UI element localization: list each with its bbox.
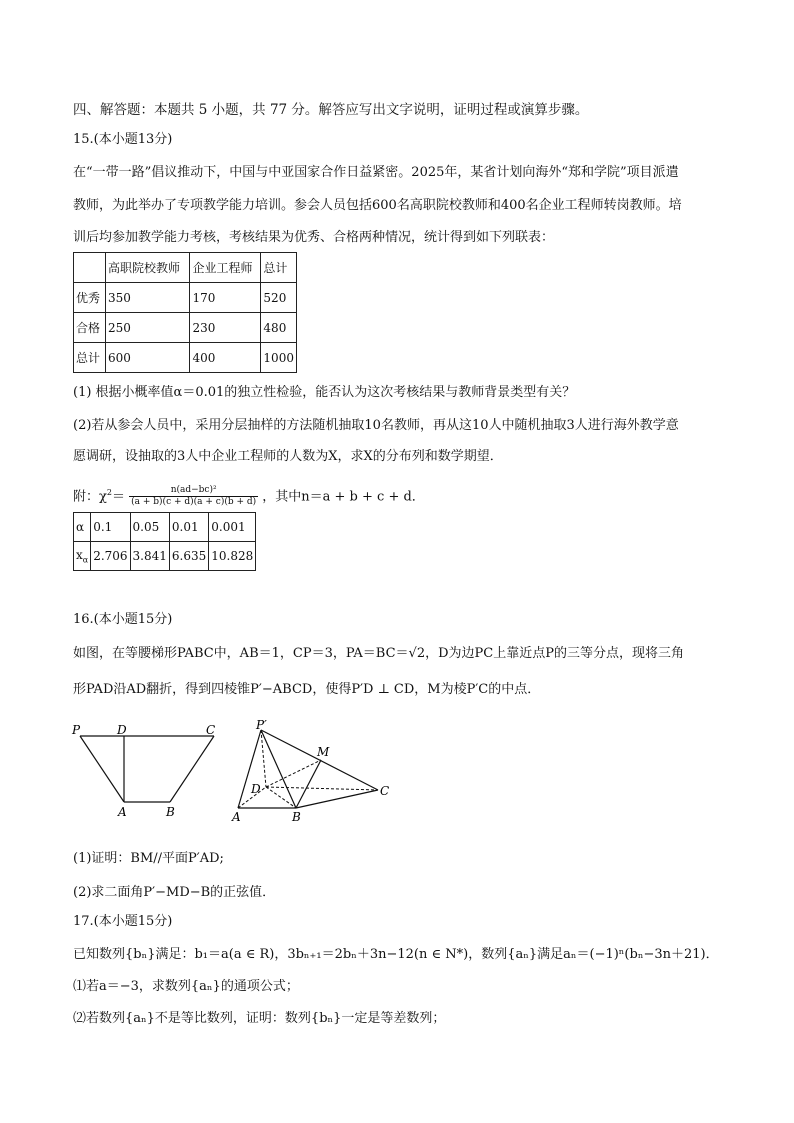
q17-part2: ⑵若数列{aₙ}不是等比数列，证明：数列{bₙ}一定是等差数列； [73, 1011, 446, 1026]
table-header: 高职院校教师 [105, 253, 189, 283]
q16-line1: 如图，在等腰梯形PABC中，AB＝1，CP＝3，PA＝BC＝√2，D为边PC上靠近点P的三等分点，现将三角 [73, 646, 684, 661]
label-D: D [251, 782, 261, 796]
label-A: A [118, 805, 127, 819]
q17-title: 17.(本小题15分) [73, 914, 173, 929]
contingency-table [73, 252, 297, 373]
table-row [74, 542, 256, 571]
table-header: 企业工程师 [190, 253, 261, 283]
q17-part1: ⑴若a＝−3，求数列{aₙ}的通项公式； [73, 979, 299, 994]
table-row [74, 283, 297, 313]
table-cell: 1000 [261, 343, 297, 373]
label-C: C [206, 723, 216, 737]
table-cell [74, 253, 106, 283]
q15-part2-line1: (2)若从参会人员中，采用分层抽样的方法随机抽取10名教师，再从这10人中随机抽取3人进行海外教学意 [73, 418, 679, 433]
q15-intro-line3: 训后均参加教学能力考核，考核结果为优秀、合格两种情况，统计得到如下列联表： [73, 230, 555, 245]
label-P: P [72, 723, 81, 737]
appendix-sup: 2 [106, 488, 112, 497]
table-cell: 总计 [74, 343, 106, 373]
table-row [74, 513, 256, 542]
label-D: D [117, 723, 127, 737]
table-row [74, 343, 297, 373]
label-P-prime: P′ [256, 718, 267, 732]
q15-part1: (1) 根据小概率值α＝0.01的独立性检验，能否认为这次考核结果与教师背景类型有关？ [73, 385, 576, 400]
label-B: B [166, 805, 175, 819]
table-cell: 10.828 [209, 542, 256, 571]
table-cell: 250 [105, 313, 189, 343]
label-A: A [232, 810, 241, 824]
pyramid-figure [226, 715, 406, 825]
label-M: M [317, 745, 330, 759]
table-cell: α [74, 513, 91, 542]
table-cell: 0.01 [169, 513, 208, 542]
x-alpha-sub: α [82, 555, 89, 565]
table-cell: 170 [190, 283, 261, 313]
table-cell: 350 [105, 283, 189, 313]
appendix-prefix: 附：χ [73, 489, 107, 505]
q15-title: 15.(本小题13分) [73, 132, 173, 147]
q15-appendix [73, 482, 733, 508]
table-cell: 6.635 [169, 542, 208, 571]
table-cell [74, 542, 91, 571]
q15-part2-line2: 愿调研，设抽取的3人中企业工程师的人数为X，求X的分布列和数学期望． [73, 449, 503, 464]
label-B: B [292, 810, 301, 824]
table-cell: 520 [261, 283, 297, 313]
q15-intro-line1: 在“一带一路”倡议推动下，中国与中亚国家合作日益紧密。2025年，某省计划向海外“郑和学院”项目派遣 [73, 165, 679, 180]
chi-square-fraction [129, 485, 258, 508]
q16-line2: 形PAD沿AD翻折，得到四棱锥P′−ABCD，使得P′D ⊥ CD，M为棱P′C的中点． [73, 682, 541, 697]
table-cell: 230 [190, 313, 261, 343]
table-row [74, 313, 297, 343]
table-cell: 0.05 [130, 513, 169, 542]
critical-value-table [73, 512, 256, 571]
table-row [74, 253, 297, 283]
table-cell: 0.001 [209, 513, 256, 542]
q15-intro-line2: 教师，为此举办了专项教学能力培训。参会人员包括600名高职院校教师和400名企业工程师转岗教师。培 [73, 198, 682, 213]
appendix-suffix: ，其中n＝a + b + c + d． [262, 489, 425, 505]
appendix-eq: ＝ [111, 489, 125, 505]
table-cell: 优秀 [74, 283, 106, 313]
x-alpha-label: x [76, 547, 83, 562]
section-heading: 四、解答题：本题共 5 小题，共 77 分。解答应写出文字说明，证明过程或演算步骤。 [73, 102, 589, 118]
q16-part2: (2)求二面角P′−MD−B的正弦值． [73, 885, 276, 900]
trapezoid-figure [68, 720, 228, 820]
table-cell: 480 [261, 313, 297, 343]
table-cell: 400 [190, 343, 261, 373]
table-cell: 2.706 [91, 542, 130, 571]
table-header: 总计 [261, 253, 297, 283]
table-cell: 600 [105, 343, 189, 373]
fraction-denominator: (a + b)(c + d)(a + c)(b + d) [131, 497, 257, 508]
table-cell: 3.841 [130, 542, 169, 571]
q16-part1: (1)证明：BM//平面P′AD; [73, 851, 224, 866]
q16-title: 16.(本小题15分) [73, 612, 173, 627]
fraction-numerator: n(ad−bc)² [129, 485, 258, 497]
table-cell: 0.1 [91, 513, 130, 542]
label-C: C [380, 784, 390, 798]
q17-line1: 已知数列{bₙ}满足：b₁＝a(a ∈ R)，3bₙ₊₁＝2bₙ＋3n−12(n ∈ N*)，数列{aₙ}满足aₙ＝(−1)ⁿ(bₙ−3n＋21)． [73, 947, 719, 962]
table-cell: 合格 [74, 313, 106, 343]
